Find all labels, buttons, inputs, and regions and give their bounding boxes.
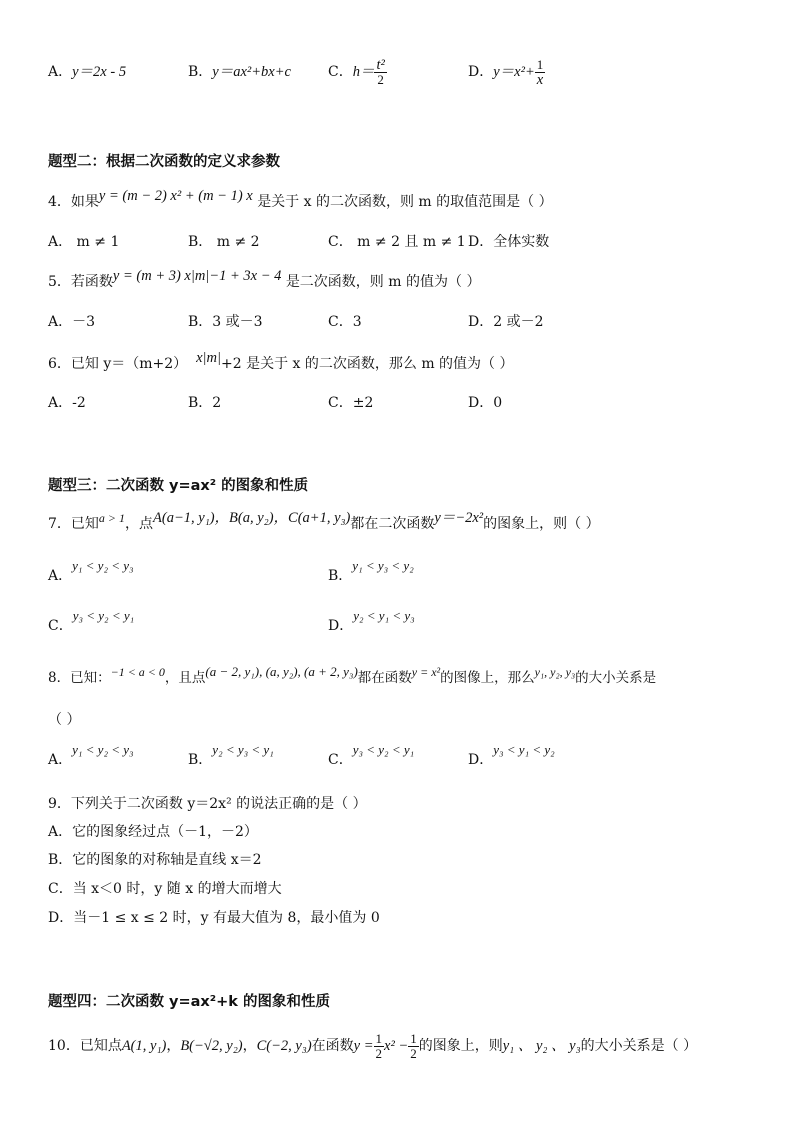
q3-option-b: B．y＝ax²+bx+c [188, 64, 291, 80]
q7-option-b: B．y₁ < y₃ < y₂ [328, 558, 414, 584]
q9-option-b: B．它的图象的对称轴是直线 x＝2 [48, 852, 262, 868]
q3-option-c: C．h＝ $\frac{\text{t²}}{2}$ [328, 56, 385, 87]
q4-option-d: D．全体实数 [468, 234, 550, 250]
question-8-stem: 8．已知：−1 < a < 0，且点(a − 2, y₁), (a, y₂), (a + 2, y₃)都在函数y = x²的图像上，那么y₁, y₂, y₃的大小关系是 [48, 664, 657, 686]
fraction: $\frac{1}{2}$ [375, 1030, 383, 1061]
q8-option-b: B．y₂ < y₃ < y₁ [188, 742, 274, 768]
question-5-stem: 5．若函数y = (m + 3) x|m|−1 + 3x − 4 是二次函数，则 m 的值为（ ） [48, 268, 481, 290]
q3-option-d: D．y＝x²+ $\frac{1}{x}$ [468, 56, 544, 88]
question-7-stem: 7．已知a > 1，点A(a−1, y₁)，B(a, y₂)，C(a+1, y₃)都在二次函数y＝−2x²的图象上，则（ ） [48, 510, 600, 532]
q6-option-d: D．0 [468, 395, 503, 411]
section-title-3: 题型三：二次函数 y=ax² 的图象和性质 [48, 478, 309, 494]
q5-option-a: A．－3 [48, 314, 96, 330]
q5-option-d: D．2 或－2 [468, 314, 544, 330]
q6-option-b: B．2 [188, 395, 222, 411]
question-8-paren: （ ） [48, 712, 81, 728]
section-title-2: 题型二：根据二次函数的定义求参数 [48, 154, 280, 170]
q5-option-b: B．3 或－3 [188, 314, 263, 330]
q8-option-d: D．y₃ < y₁ < y₂ [468, 742, 555, 768]
q9-option-c: C．当 x＜0 时，y 随 x 的增大而增大 [48, 881, 282, 897]
q4-option-b: B． m ≠ 2 [188, 234, 260, 250]
fraction: $\frac{\text{t²}}{2}$ [376, 56, 385, 87]
q9-option-a: A．它的图象经过点（－1，－2） [48, 824, 258, 840]
question-6-stem: 6．已知 y＝（m+2） x|m|+2 是关于 x 的二次函数，那么 m 的值为（ ） [48, 350, 514, 372]
q7-option-a: A．y₁ < y₂ < y₃ [48, 558, 134, 584]
q5-option-c: C．3 [328, 314, 362, 330]
q4-option-c: C． m ≠ 2 且 m ≠ 1 [328, 234, 466, 250]
fraction: $\frac{1}{x}$ [536, 56, 544, 88]
q8-option-c: C．y₃ < y₂ < y₁ [328, 742, 415, 768]
question-4-stem: 4．如果y = (m − 2) x² + (m − 1) x 是关于 x 的二次函数，则 m 的取值范围是（ ） [48, 188, 553, 210]
q4-option-a: A． m ≠ 1 [48, 234, 120, 250]
q7-option-c: C．y₃ < y₂ < y₁ [48, 608, 135, 634]
q6-option-c: C．±2 [328, 395, 374, 411]
q9-option-d: D．当－1 ≤ x ≤ 2 时，y 有最大值为 8，最小值为 0 [48, 910, 380, 926]
section-title-4: 题型四：二次函数 y=ax²+k 的图象和性质 [48, 994, 330, 1010]
q3-option-a: A．y＝2x - 5 [48, 64, 127, 80]
question-9-stem: 9．下列关于二次函数 y＝2x² 的说法正确的是（ ） [48, 796, 367, 812]
fraction: $\frac{1}{2}$ [410, 1030, 417, 1061]
question-10-stem: 10．已知点A(1, y₁)，B(−√2, y₂)，C(−2, y₃)在函数y = $\frac{1}{2}$ x² − $\frac{1}{2}$ 的图象上，则y₁ 、 y₂ 、 y₃的大小关系是（ ） [48, 1030, 698, 1061]
q7-option-d: D．y₂ < y₁ < y₃ [328, 608, 415, 634]
q6-option-a: A．-2 [48, 395, 86, 411]
q8-option-a: A．y₁ < y₂ < y₃ [48, 742, 134, 768]
